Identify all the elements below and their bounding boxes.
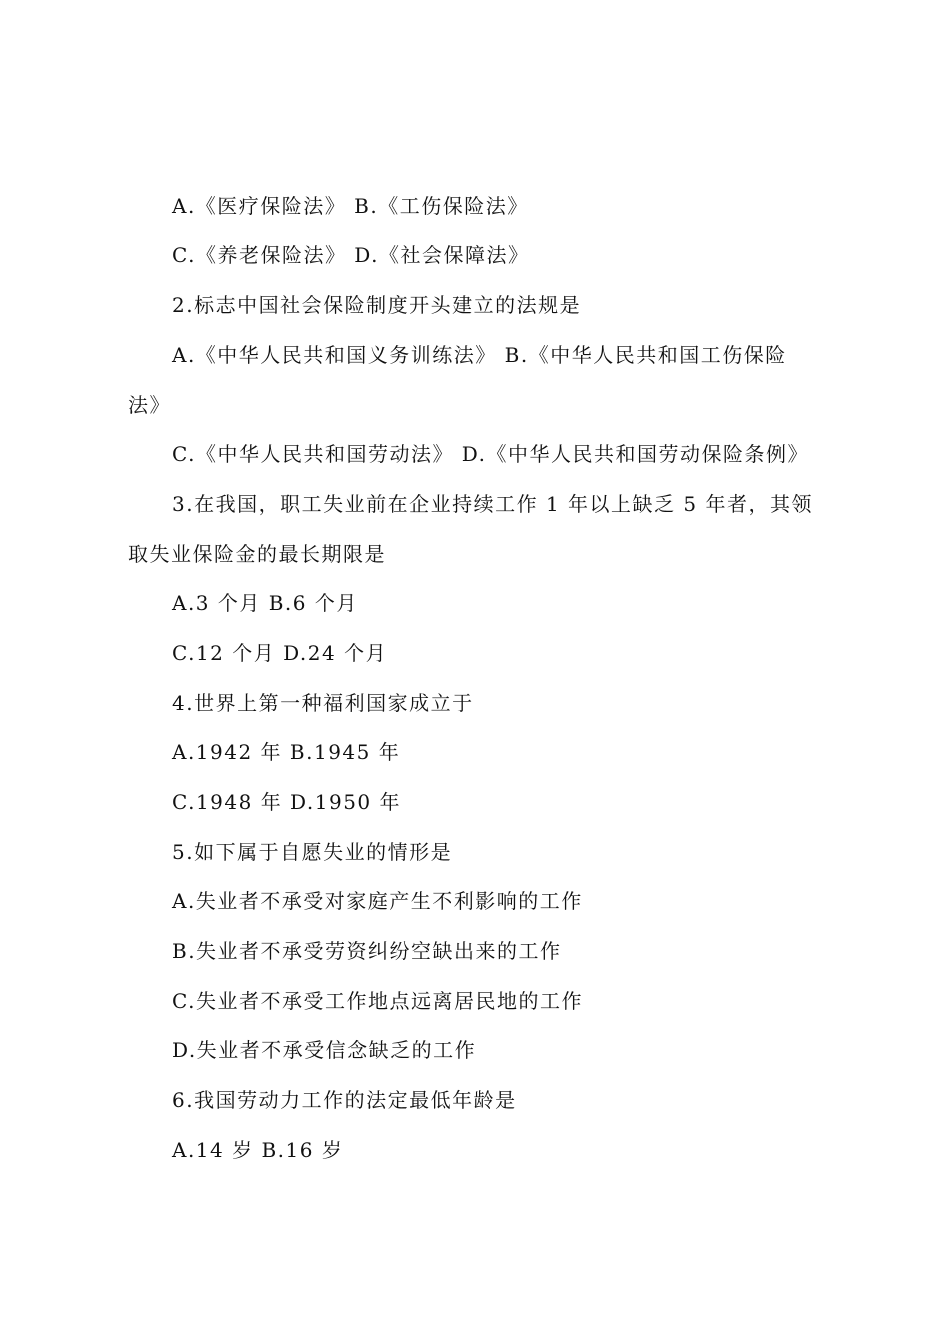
q4-options-ab: A.1942 年 B.1945 年 xyxy=(172,740,401,764)
question-2: 2.标志中国社会保险制度开头建立的法规是 xyxy=(172,293,582,317)
question-3: 3.在我国，职工失业前在企业持续工作 1 年以上缺乏 5 年者，其领 xyxy=(172,492,813,516)
q1-options-ab: A.《医疗保险法》 B.《工伤保险法》 xyxy=(172,194,529,218)
q2-options-cd: C.《中华人民共和国劳动法》 D.《中华人民共和国劳动保险条例》 xyxy=(172,442,809,466)
q2-options-ab: A.《中华人民共和国义务训练法》 B.《中华人民共和国工伤保险 xyxy=(172,343,787,367)
q5-option-b: B.失业者不承受劳资纠纷空缺出来的工作 xyxy=(172,939,562,963)
q5-option-a: A.失业者不承受对家庭产生不利影响的工作 xyxy=(172,889,583,913)
question-4: 4.世界上第一种福利国家成立于 xyxy=(172,691,474,715)
q4-options-cd: C.1948 年 D.1950 年 xyxy=(172,790,401,814)
q5-option-d: D.失业者不承受信念缺乏的工作 xyxy=(172,1038,477,1062)
q3-options-ab: A.3 个月 B.6 个月 xyxy=(172,591,358,615)
question-5: 5.如下属于自愿失业的情形是 xyxy=(172,840,453,864)
q5-option-c: C.失业者不承受工作地点远离居民地的工作 xyxy=(172,989,583,1013)
q3-options-cd: C.12 个月 D.24 个月 xyxy=(172,641,388,665)
q2-options-ab-continued: 法》 xyxy=(128,393,171,417)
question-6: 6.我国劳动力工作的法定最低年龄是 xyxy=(172,1088,517,1112)
q6-options-ab: A.14 岁 B.16 岁 xyxy=(172,1138,344,1162)
question-3-continued: 取失业保险金的最长期限是 xyxy=(128,542,386,566)
q1-options-cd: C.《养老保险法》 D.《社会保障法》 xyxy=(172,243,530,267)
